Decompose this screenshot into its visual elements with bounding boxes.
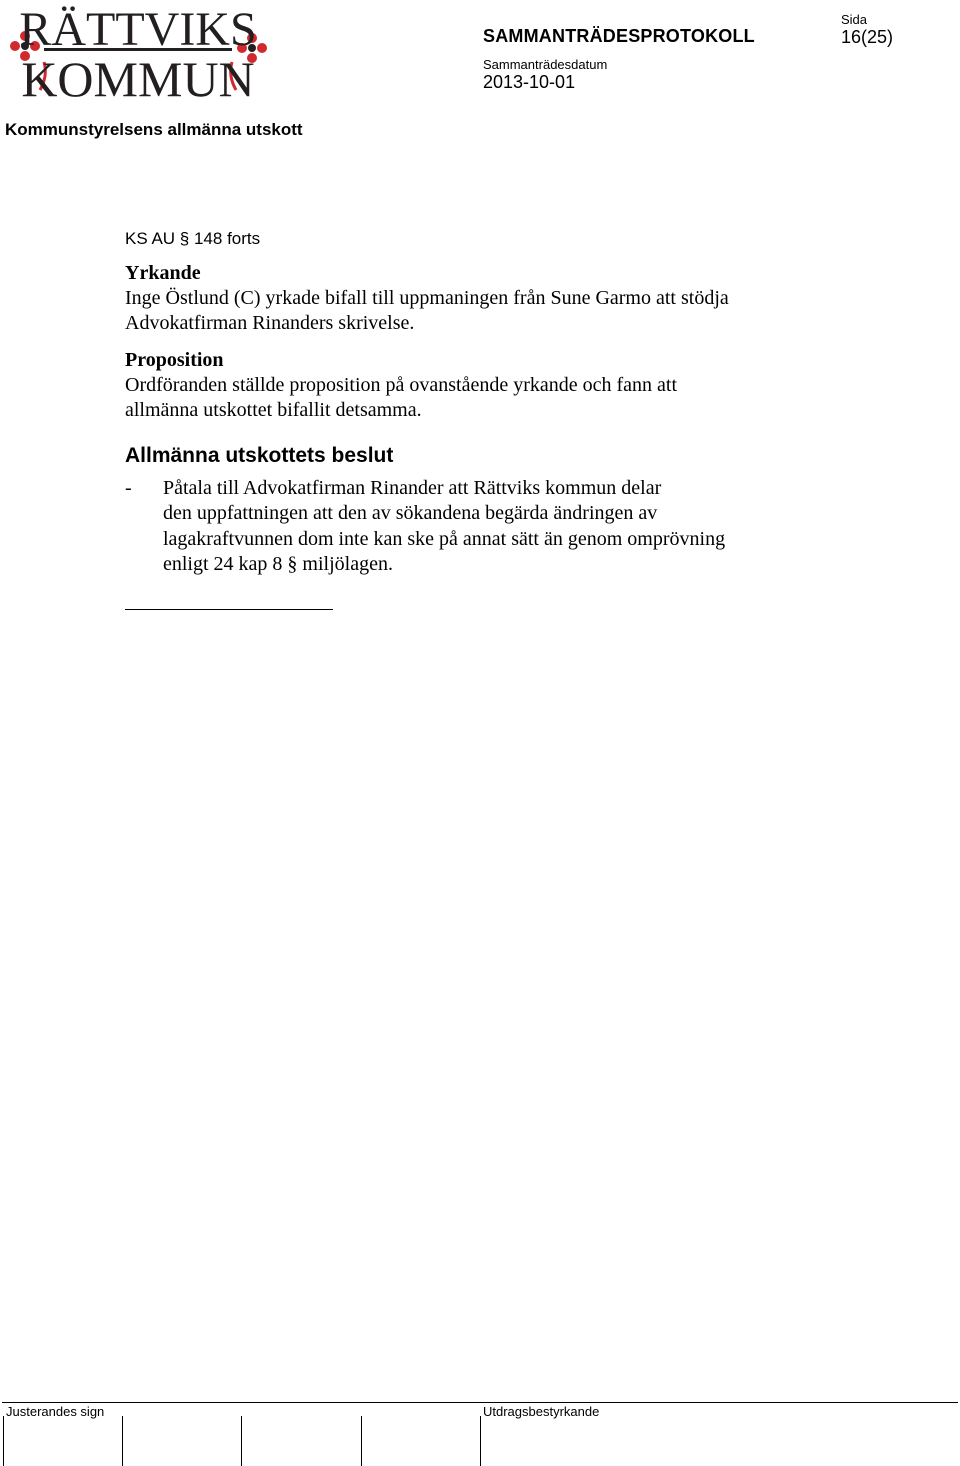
beslut-line-2: den uppfattningen att den av sökandena begärda ändringen av (163, 502, 658, 525)
proposition-heading: Proposition (125, 349, 224, 371)
signature-box-divider (3, 1416, 4, 1466)
page-label: Sida (841, 12, 868, 27)
page-number: 16(25) (841, 27, 894, 47)
beslut-line-3: lagakraftvunnen dom inte kan ske på annat sätt än genom omprövning (163, 527, 726, 550)
meeting-date-label: Sammanträdesdatum (483, 57, 608, 72)
proposition-line-1: Ordföranden ställde proposition på ovanstående yrkande och fann att (125, 374, 678, 396)
beslut-heading: Allmänna utskottets beslut (125, 444, 394, 467)
section-end-rule (125, 609, 333, 610)
paragraph-reference: KS AU § 148 forts (125, 229, 261, 248)
signature-box-divider (122, 1416, 123, 1466)
footer-certification-label: Utdragsbestyrkande (483, 1404, 600, 1419)
logo-text-line2: KOMMUN (21, 51, 255, 102)
yrkande-heading: Yrkande (125, 262, 201, 284)
beslut-text (163, 476, 803, 578)
beslut-line-4: enligt 24 kap 8 § miljölagen. (163, 553, 393, 576)
document-title: SAMMANTRÄDESPROTOKOLL (483, 26, 755, 46)
beslut-line-1: Påtala till Advokatfirman Rinander att Rättviks kommun delar (163, 477, 662, 499)
committee-name: Kommunstyrelsens allmänna utskott (5, 120, 303, 139)
yrkande-line-1: Inge Östlund (C) yrkade bifall till uppmaningen från Sune Garmo att stödja (125, 287, 729, 309)
signature-box-divider (480, 1416, 481, 1466)
proposition-line-2: allmänna utskottet bifallit detsamma. (125, 399, 422, 421)
meeting-date: 2013-10-01 (483, 72, 576, 92)
footer-rule (2, 1402, 958, 1403)
yrkande-line-2: Advokatfirman Rinanders skrivelse. (125, 312, 415, 334)
signature-box-divider (241, 1416, 242, 1466)
proposition-section (125, 348, 825, 423)
signature-box-divider (361, 1416, 362, 1466)
yrkande-section (125, 261, 825, 336)
logo-graphic (4, 2, 268, 102)
rattvik-kommun-logo (4, 2, 268, 102)
logo-text-line1: RÄTTVIKS (19, 3, 257, 56)
footer-signature-label: Justerandes sign (6, 1404, 105, 1419)
beslut-bullet: - (125, 477, 132, 499)
